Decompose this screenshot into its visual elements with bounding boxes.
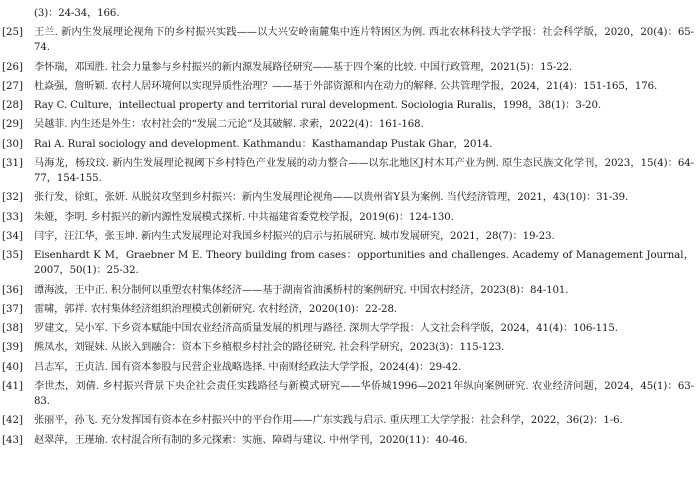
reference-item [0, 379, 700, 413]
reference-number: [31] [2, 158, 23, 170]
reference-item [0, 433, 700, 452]
reference-number: [26] [2, 61, 23, 73]
reference-text: 杜焱强，詹昕颖. 农村人居环境何以实现异质性治理？——基于外部资源和内在动力的解释. 公共管理学报，2024，21(4)：151-165，176. [34, 80, 658, 92]
reference-text: 朱娅，李明. 乡村振兴的新内源性发展模式探析. 中共福建省委党校学报，2019(6)：124-130. [34, 211, 454, 223]
reference-item [0, 156, 700, 190]
reference-item [0, 98, 700, 117]
reference-text: 吕志军，王贞洁. 国有资本参股与民营企业战略选择. 中南财经政法大学学报，2024(4)：29-42. [34, 361, 462, 373]
reference-text: Rai A. Rural sociology and development. Kathmandu：Kasthamandap Pustak Ghar，2014. [34, 138, 493, 150]
reference-text: 闫宇，汪江华，张玉坤. 新内生式发展理论对我国乡村振兴的启示与拓展研究. 城市发展研究，2021，28(7)：19-23. [34, 230, 555, 242]
reference-item [0, 413, 700, 432]
reference-text: 马海龙，杨玟玟. 新内生发展理论视阈下乡村特色产业发展的动力整合——以东北地区J村木耳产业为例. 原生态民族文化学刊，2023，15(4)：64-77，154-155. [34, 158, 694, 185]
reference-text: Ray C. Culture，intellectual property and territorial rural development. Sociologia Ruralis，1998，38(1)：3-20. [34, 100, 601, 112]
reference-number: [37] [2, 303, 23, 315]
reference-text: 张行发，徐虹，张妍. 从脱贫攻坚到乡村振兴：新内生发展理论视角——以贵州省Y县为案例. 当代经济管理，2021，43(10)：31-39. [34, 192, 629, 204]
reference-item [0, 229, 700, 248]
reference-text: 李世杰，刘倩. 乡村振兴背景下央企社会责任实践路径与新模式研究——华侨城1996—2021年纵向案例研究. 农业经济问题，2024，45(1)：63-83. [34, 381, 694, 408]
reference-item [0, 60, 700, 79]
reference-item [0, 210, 700, 229]
reference-text: 赵翠萍，王瑾瑜. 农村混合所有制的多元探索：实施、障碍与建议. 中州学刊，2020(11)：40-46. [34, 434, 468, 446]
reference-number: [41] [2, 381, 23, 393]
reference-text: 熊凤水，刘锟妹. 从嵌入到融合：资本下乡植根乡村社会的路径研究. 社会科学研究，2023(3)：115-123. [34, 342, 505, 354]
reference-number: [25] [2, 27, 23, 39]
reference-number: [39] [2, 342, 23, 354]
reference-number: [40] [2, 361, 23, 373]
reference-text: 谭海波，王中正. 积分制何以重塑农村集体经济——基于湖南省油溪桥村的案例研究. 中国农村经济，2023(8)：84-101. [34, 284, 569, 296]
reference-number: [27] [2, 80, 23, 92]
reference-number: [35] [2, 250, 23, 262]
reference-number: [43] [2, 434, 23, 446]
reference-item [0, 79, 700, 98]
reference-number: [38] [2, 323, 23, 335]
reference-number: [30] [2, 138, 23, 150]
reference-item [0, 25, 700, 59]
reference-number: [28] [2, 100, 23, 112]
reference-continuation-text: (3)：24-34，166. [34, 8, 120, 19]
reference-item [0, 190, 700, 209]
reference-item [0, 340, 700, 359]
reference-item [0, 360, 700, 379]
reference-text: 李怀瑞，邓国胜. 社会力量参与乡村振兴的新内源发展路径研究——基于四个案的比较. 中国行政管理，2021(5)：15-22. [34, 61, 573, 73]
reference-item [0, 302, 700, 321]
reference-text: 罗建文，吴小军. 下乡资本赋能中国农业经济高质量发展的机理与路径. 深圳大学学报：人文社会科学版，2024，41(4)：106-115. [34, 323, 618, 335]
reference-continuation [0, 6, 700, 25]
reference-text: Eisenhardt K M，Graebner M E. Theory building from cases：opportunities and challenges. Academy of Management Journal，2007，50(1)：25-32. [34, 250, 694, 277]
reference-text: 王兰. 新内生发展理论视角下的乡村振兴实践——以大兴安岭南麓集中连片特困区为例. 西北农林科技大学学报：社会科学版，2020，20(4)：65-74. [34, 27, 694, 54]
reference-text: 张丽平，孙飞. 充分发挥国有资本在乡村振兴中的平台作用——广东实践与启示. 重庆理工大学学报：社会科学，2022，36(2)：1-6. [34, 415, 623, 427]
reference-number: [29] [2, 119, 23, 131]
reference-item [0, 321, 700, 340]
reference-item [0, 117, 700, 136]
reference-item [0, 137, 700, 156]
reference-number: [34] [2, 230, 23, 242]
reference-text: 吴越菲. 内生还是外生：农村社会的“发展二元论”及其破解. 求索，2022(4)：161-168. [34, 119, 424, 131]
reference-item [0, 283, 700, 302]
reference-item [0, 248, 700, 282]
reference-number: [33] [2, 211, 23, 223]
reference-text: 雷啸，郭祥. 农村集体经济组织治理模式创新研究. 农村经济，2020(10)：22-28. [34, 303, 397, 315]
reference-number: [36] [2, 284, 23, 296]
reference-number: [32] [2, 192, 23, 204]
reference-number: [42] [2, 415, 23, 427]
